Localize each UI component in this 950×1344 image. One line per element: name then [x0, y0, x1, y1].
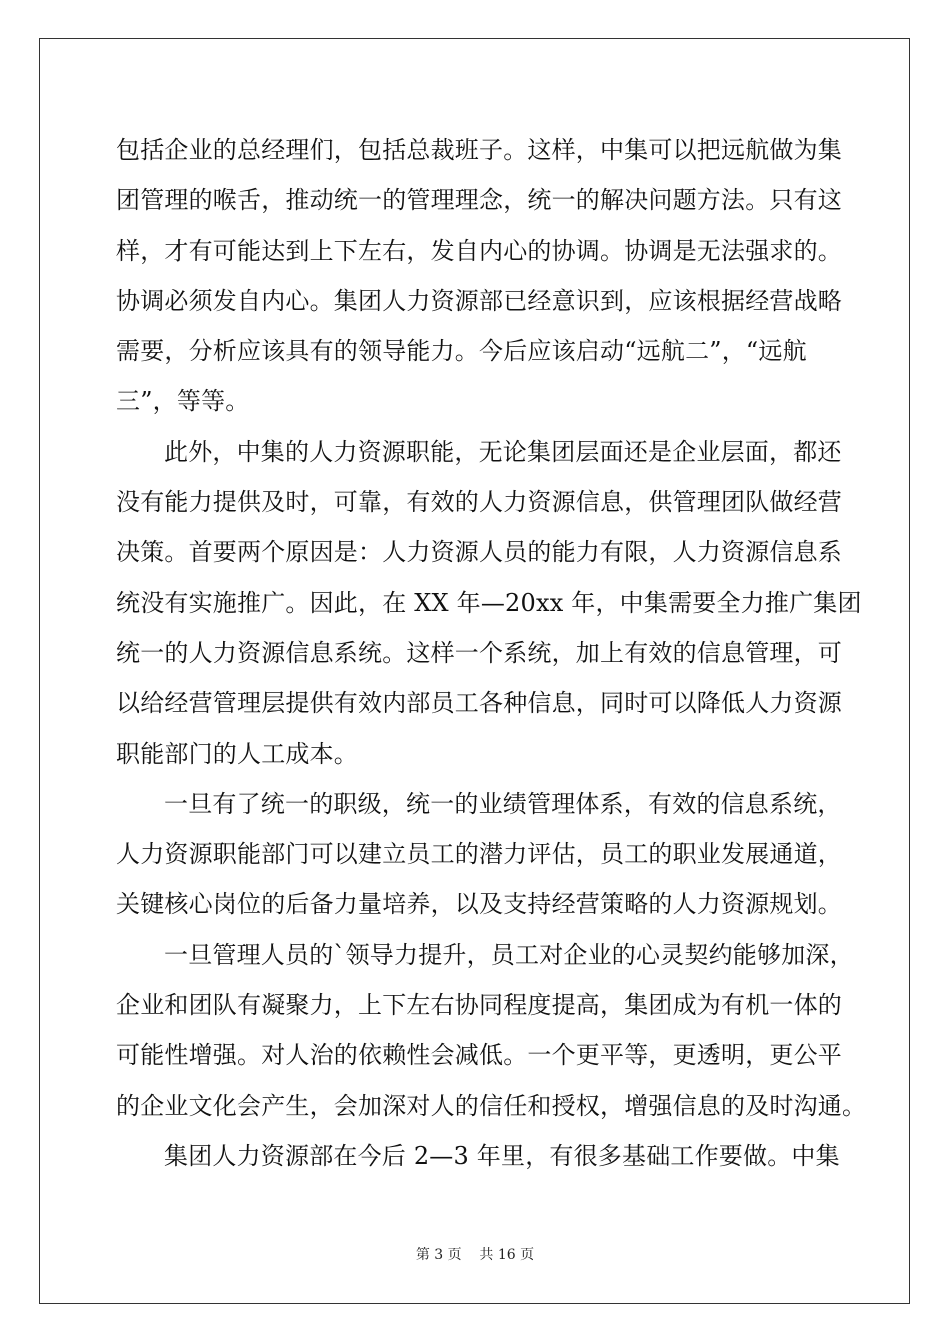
text-line: 人力资源职能部门可以建立员工的潜力评估，员工的职业发展通道， — [116, 840, 842, 869]
text-line: 可能性增强。对人治的依赖性会减低。一个更平等，更透明，更公平 — [116, 1041, 842, 1070]
text-line: 企业和团队有凝聚力，上下左右协同程度提高，集团成为有机一体的 — [116, 991, 842, 1020]
paragraph-start-line: 此外，中集的人力资源职能，无论集团层面还是企业层面，都还 — [164, 437, 842, 466]
document-body — [116, 125, 867, 1181]
text-line: 需要，分析应该具有的领导能力。今后应该启动“远航二”，“远航 — [116, 337, 807, 366]
text-line: 团管理的喉舌，推动统一的管理理念，统一的解决问题方法。只有这 — [116, 186, 842, 215]
text-line: 没有能力提供及时，可靠，有效的人力资源信息，供管理团队做经营 — [116, 488, 842, 517]
text-line: 统一的人力资源信息系统。这样一个系统，加上有效的信息管理，可 — [116, 638, 842, 667]
text-line: 包括企业的总经理们，包括总裁班子。这样，中集可以把远航做为集 — [116, 136, 842, 164]
text-line: 的企业文化会产生，会加深对人的信任和授权，增强信息的及时沟通。 — [116, 1091, 867, 1120]
paragraph-start-line: 一旦管理人员的`领导力提升，员工对企业的心灵契约能够加深， — [164, 940, 854, 969]
text-line: 关键核心岗位的后备力量培养，以及支持经营策略的人力资源规划。 — [116, 890, 842, 919]
paragraph-start-line: 集团人力资源部在今后 2—3 年里，有很多基础工作要做。中集 — [164, 1141, 840, 1170]
text-line: 样，才有可能达到上下左右，发自内心的协调。协调是无法强求的。 — [116, 236, 842, 265]
page-number-footer: 第 3 页 共 16 页 — [415, 1247, 535, 1263]
text-line: 协调必须发自内心。集团人力资源部已经意识到，应该根据经营战略 — [116, 286, 842, 315]
text-line: 以给经营管理层提供有效内部员工各种信息，同时可以降低人力资源 — [116, 689, 842, 718]
text-line: 决策。首要两个原因是：人力资源人员的能力有限，人力资源信息系 — [116, 538, 842, 567]
text-line: 职能部门的人工成本。 — [116, 739, 358, 768]
text-line: 三”，等等。 — [116, 387, 250, 416]
paragraph-start-line: 一旦有了统一的职级，统一的业绩管理体系，有效的信息系统， — [164, 789, 842, 818]
text-line: 统没有实施推广。因此，在 XX 年—20xx 年，中集需要全力推广集团 — [116, 588, 862, 617]
